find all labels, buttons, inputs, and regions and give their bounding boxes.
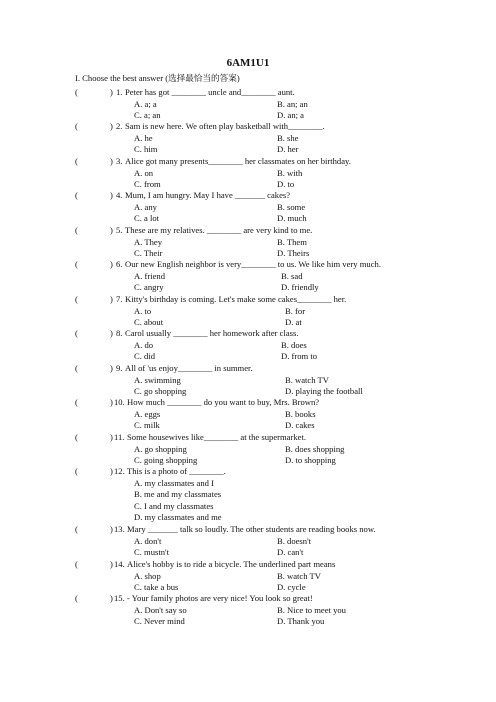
answer-option: D. cycle [277,582,306,592]
answer-option: A. go shopping [134,443,187,454]
answer-blank-open: ( [75,190,78,200]
answer-option: D. much [277,213,307,223]
question-number: 15. [114,593,125,603]
question-stem: Alice got many presents________ her classmates on her birthday. [125,156,351,166]
answer-blank-open: ( [75,328,78,338]
question-stem: Alice's hobby is to ride a bicycle. The underlined part means [127,559,336,569]
question-item [0,398,496,408]
answer-option: D. Thank you [277,616,325,626]
answer-blank-close: ) [110,593,113,603]
answer-blank-close: ) [110,121,113,131]
answer-blank-close: ) [110,524,113,534]
answer-option: C. Their [134,248,163,258]
answer-blank-close: ) [110,397,113,407]
answer-option: B. doesn't [277,535,312,546]
answer-option: A. any [134,201,157,212]
question-item [0,226,496,236]
answer-blank-close: ) [110,432,113,442]
answer-option: C. from [134,179,161,189]
answer-option: A. They [134,236,163,247]
answer-option: C. take a bus [134,582,179,592]
answer-option: D. from to [281,351,318,361]
answer-option: B. me and my classmates [134,489,222,499]
answer-blank-open: ( [75,294,78,304]
question-stem: Peter has got ________ uncle and________ aunt. [125,87,295,97]
answer-option: A. do [134,339,154,350]
answer-option: A. swimming [134,374,181,385]
answer-blank-close: ) [110,156,113,166]
answer-option: A. Don't say so [134,604,187,615]
question-number: 7. [116,294,123,304]
answer-option: C. mustn't [134,547,169,557]
answer-blank-close: ) [110,294,113,304]
question-stem: Mary _______ talk so loudly. The other students are reading books now. [127,524,376,534]
answer-blank-close: ) [110,87,113,97]
answer-option: A. eggs [134,408,161,419]
answer-option: C. Never mind [134,616,185,626]
section-heading: I. Choose the best answer (选择最恰当的答案) [75,73,240,83]
answer-blank-close: ) [110,328,113,338]
question-item [0,191,496,201]
question-stem: This is a photo of ________. [127,466,226,476]
question-number: 1. [116,87,123,97]
answer-option: B. an; an [277,98,308,109]
question-item [0,157,496,167]
answer-blank-close: ) [110,363,113,373]
answer-blank-close: ) [110,190,113,200]
answer-option: D. her [277,144,299,154]
question-item [0,364,496,374]
answer-blank-open: ( [75,524,78,534]
answer-option: D. at [285,317,302,327]
question-number: 6. [116,259,123,269]
question-item [0,122,496,132]
answer-blank-open: ( [75,156,78,166]
question-number: 12. [114,466,125,476]
answer-option: C. a; an [134,110,161,120]
question-number: 8. [116,328,123,338]
answer-option: A. to [134,305,152,316]
answer-option: B. books [285,408,316,419]
answer-blank-open: ( [75,397,78,407]
answer-option: C. go shopping [134,386,187,396]
answer-blank-close: ) [110,259,113,269]
question-item [0,525,496,535]
question-number: 14. [114,559,125,569]
answer-option: B. watch TV [285,374,329,385]
question-stem: Carol usually ________ her homework after class. [125,328,299,338]
question-item [0,560,496,570]
question-number: 5. [116,225,123,235]
question-item [0,88,496,98]
question-number: 13. [114,524,125,534]
answer-option: B. sad [281,270,303,281]
question-item [0,467,496,477]
question-number: 4. [116,190,123,200]
question-stem: Sam is new here. We often play basketball with________. [125,121,325,131]
question-item [0,295,496,305]
answer-option: C. a lot [134,213,160,223]
answer-option: C. did [134,351,156,361]
answer-blank-open: ( [75,259,78,269]
answer-blank-close: ) [110,466,113,476]
question-number: 3. [116,156,123,166]
answer-option: D. to shopping [285,455,336,465]
question-item [0,329,496,339]
answer-option: D. can't [277,547,304,557]
page-title: 6AM1U1 [226,57,270,69]
answer-option: B. watch TV [277,570,321,581]
answer-option: B. Them [277,236,307,247]
question-stem: These are my relatives. ________ are very kind to me. [125,225,313,235]
question-number: 2. [116,121,123,131]
answer-option: D. my classmates and me [134,512,222,522]
question-stem: - Your family photos are very nice! You look so great! [127,593,313,603]
answer-option: B. does [281,339,307,350]
answer-blank-close: ) [110,559,113,569]
answer-option: A. he [134,132,153,143]
answer-option: A. my classmates and I [134,477,214,488]
answer-option: A. shop [134,570,161,581]
question-stem: All of 'us enjoy________ in summer. [125,363,253,373]
question-number: 10. [114,397,125,407]
answer-option: D. an; a [277,110,304,120]
answer-option: B. with [277,167,303,178]
question-number: 11. [114,432,125,442]
answer-option: D. to [277,179,295,189]
answer-option: C. angry [134,282,164,292]
answer-option: A. don't [134,535,162,546]
question-stem: Kitty's birthday is coming. Let's make some cakes________ her. [125,294,347,304]
answer-option: B. Nice to meet you [277,604,346,615]
answer-blank-open: ( [75,432,78,442]
answer-blank-open: ( [75,87,78,97]
question-item [0,260,496,270]
answer-option: C. going shopping [134,455,198,465]
answer-option: C. him [134,144,158,154]
answer-blank-open: ( [75,559,78,569]
answer-blank-open: ( [75,363,78,373]
answer-option: B. does shopping [285,443,345,454]
answer-blank-close: ) [110,225,113,235]
answer-option: D. Theirs [277,248,310,258]
answer-option: C. about [134,317,164,327]
answer-option: A. a; a [134,98,157,109]
answer-blank-open: ( [75,593,78,603]
question-stem: Our new English neighbor is very________ to us. We like him very much. [125,259,381,269]
answer-blank-open: ( [75,466,78,476]
answer-option: A. friend [134,270,166,281]
answer-blank-open: ( [75,121,78,131]
answer-option: C. milk [134,420,160,430]
answer-blank-open: ( [75,225,78,235]
question-number: 9. [116,363,123,373]
question-item [0,594,496,604]
question-stem: How much ________ do you want to buy, Mrs. Brown? [127,397,320,407]
question-item [0,433,496,443]
answer-option: D. playing the football [285,386,363,396]
question-stem: Some housewives like________ at the supermarket. [127,432,307,442]
answer-option: B. for [285,305,306,316]
answer-option: D. cakes [285,420,315,430]
question-stem: Mum, I am hungry. May I have _______ cakes? [125,190,291,200]
answer-option: D. friendly [281,282,319,292]
answer-option: B. some [277,201,306,212]
answer-option: C. I and my classmates [134,500,214,511]
answer-option: B. she [277,132,299,143]
answer-option: A. on [134,167,154,178]
